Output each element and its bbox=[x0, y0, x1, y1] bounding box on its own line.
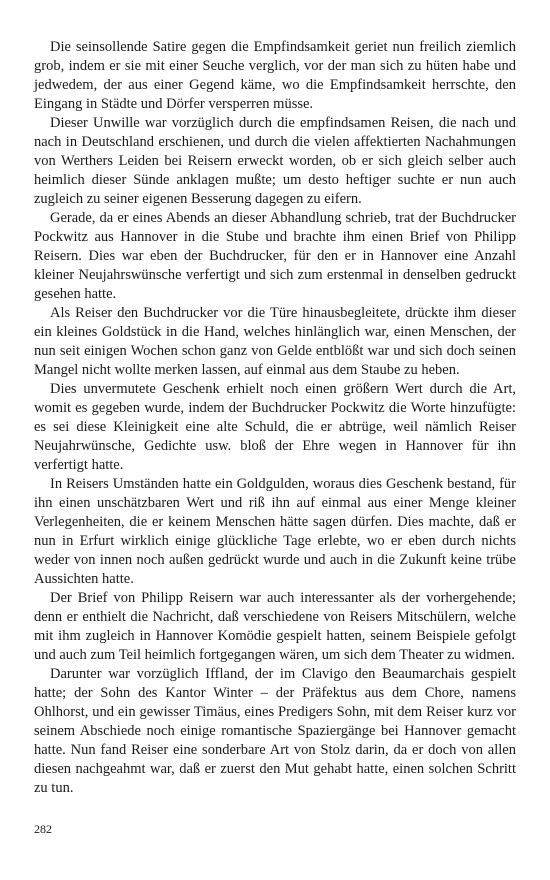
paragraph-3: Gerade, da er eines Abends an dieser Abhandlung schrieb, trat der Buchdrucker Pockwitz aus Hannover in die Stube und brachte ihm einen Brief von Philipp Reisern. Dies war eben der Buchdrucker, für den er in Hannover eine Anzahl kleiner Neujahrswünsche verfertigt und sich zum erstenmal in denselben gedruckt gesehen hatte. bbox=[34, 210, 516, 302]
paragraph-5: Dies unvermutete Geschenk erhielt noch einen größern Wert durch die Art, womit es gegeben wurde, indem der Buchdrucker Pockwitz die Worte hinzufügte: es sei diese Kleinigkeit eine alte Schuld, die er abtrüge, weil nämlich Reiser Neujahrwünsche, Gedichte usw. bloß der Ehre wegen in Hannover für ihn verfertigt hatte. bbox=[34, 381, 516, 473]
page-body bbox=[34, 38, 516, 798]
paragraph-4: Als Reiser den Buchdrucker vor die Türe hinausbegleitete, drückte ihm dieser ein kleines Goldstück in die Hand, welches hinlänglich war, einen Menschen, der nun seit einigen Wochen schon ganz von Gelde entblößt war und sich doch seinen Mangel nicht wollte merken lassen, auf einmal aus dem Staube zu heben. bbox=[34, 305, 516, 378]
paragraph-8: Darunter war vorzüglich Iffland, der im Clavigo den Beaumarchais gespielt hatte; der Sohn des Kantor Winter – der Präfektus aus dem Chore, namens Ohlhorst, und ein gewisser Timäus, eines Predigers Sohn, mit dem Reiser kurz vor seinem Abschiede noch einige romantische Spaziergänge bei Hannover gemacht hatte. Nun fand Reiser eine sonderbare Art von Stolz darin, da er doch von allen diesen nachgeahmt war, daß er zuerst den Mut gehabt hatte, einen solchen Schritt zu tun. bbox=[34, 666, 516, 796]
paragraph-7: Der Brief von Philipp Reisern war auch interessanter als der vorhergehende; denn er enthielt die Nachricht, daß verschiedene von Reisers Mitschülern, welche mit ihm zugleich in Hannover Komödie gespielt hatten, seinem Beispiele gefolgt und auch zum Teil heimlich fortgegangen wären, um sich dem Theater zu widmen. bbox=[34, 590, 516, 663]
paragraph-2: Dieser Unwille war vorzüglich durch die empfindsamen Reisen, die nach und nach in Deutschland erschienen, und durch die vielen affektierten Nachahmungen von Werthers Leiden bei Reisern erweckt worden, ob er sich gleich selber auch heimlich dieser Sünde anklagen mußte; um desto heftiger suchte er nun auch zugleich zu seiner eigenen Besserung dagegen zu eifern. bbox=[34, 115, 516, 207]
paragraph-1: Die seinsollende Satire gegen die Empfindsamkeit geriet nun freilich ziemlich grob, indem er sie mit einer Seuche verglich, vor der man sich zu hüten habe und jedwedem, der aus einer Gegend käme, wo die Empfindsamkeit herrschte, den Eingang in Städte und Dörfer versperren müsse. bbox=[34, 39, 516, 112]
paragraph-6: In Reisers Umständen hatte ein Goldgulden, woraus dies Geschenk bestand, für ihn einen unschätzbaren Wert und riß ihn auf einmal aus einer Menge kleiner Verlegenheiten, die er keinem Menschen hätte sagen dürfen. Dies machte, daß er nun in Erfurt wirklich einige glückliche Tage erlebte, wo er eben durch nichts weder von innen noch außen gedrückt wurde und auch in die Zukunft keine trübe Aussichten hatte. bbox=[34, 476, 516, 587]
page-number: 282 bbox=[34, 822, 52, 836]
